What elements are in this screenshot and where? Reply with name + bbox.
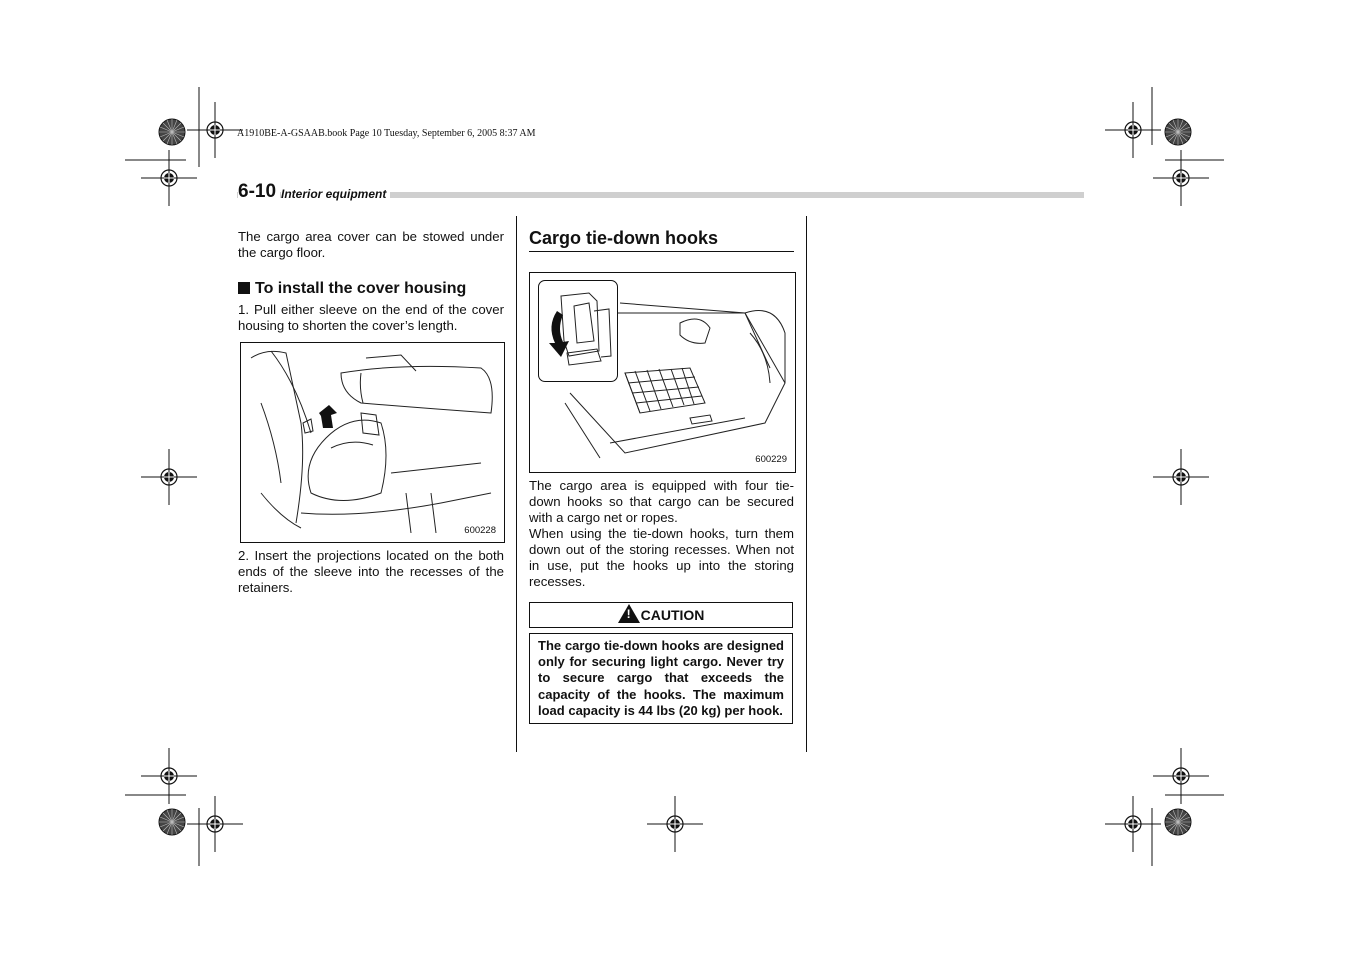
section-title: Interior equipment [281, 187, 390, 201]
caution-title: CAUTION [640, 607, 705, 623]
figure-label-600228: 600228 [464, 525, 496, 536]
cargo-hooks-heading: Cargo tie-down hooks [529, 228, 718, 248]
warning-triangle-icon: ! [618, 604, 640, 623]
caution-box: The cargo tie-down hooks are designed only for securing light cargo. Never try to secure cargo that exceeds the capacity of the hooks. The maximum load capacity is 44 lbs (20 kg) per hook. [529, 633, 793, 724]
figure-label-600229: 600229 [755, 454, 787, 465]
cargo-hooks-para-2: When using the tie-down hooks, turn them down out of the storing recesses. When not in use, put the hooks up into the storing recesses. [529, 526, 794, 589]
page-number: 6-10 [238, 181, 280, 203]
intro-text: The cargo area cover can be stowed under the cargo floor. [238, 229, 504, 260]
print-slug: A1910BE-A-GSAAB.book Page 10 Tuesday, September 6, 2005 8:37 AM [237, 128, 536, 139]
step-2-text: 2. Insert the projections located on the both ends of the sleeve into the recesses of the retainers. [238, 548, 504, 595]
cargo-hooks-para-1: The cargo area is equipped with four tie-down hooks so that cargo can be secured with a cargo net or ropes. [529, 478, 794, 525]
step-1-text: 1. Pull either sleeve on the end of the cover housing to shorten the cover’s length. [238, 302, 504, 333]
subsection-heading-text: To install the cover housing [255, 280, 467, 297]
